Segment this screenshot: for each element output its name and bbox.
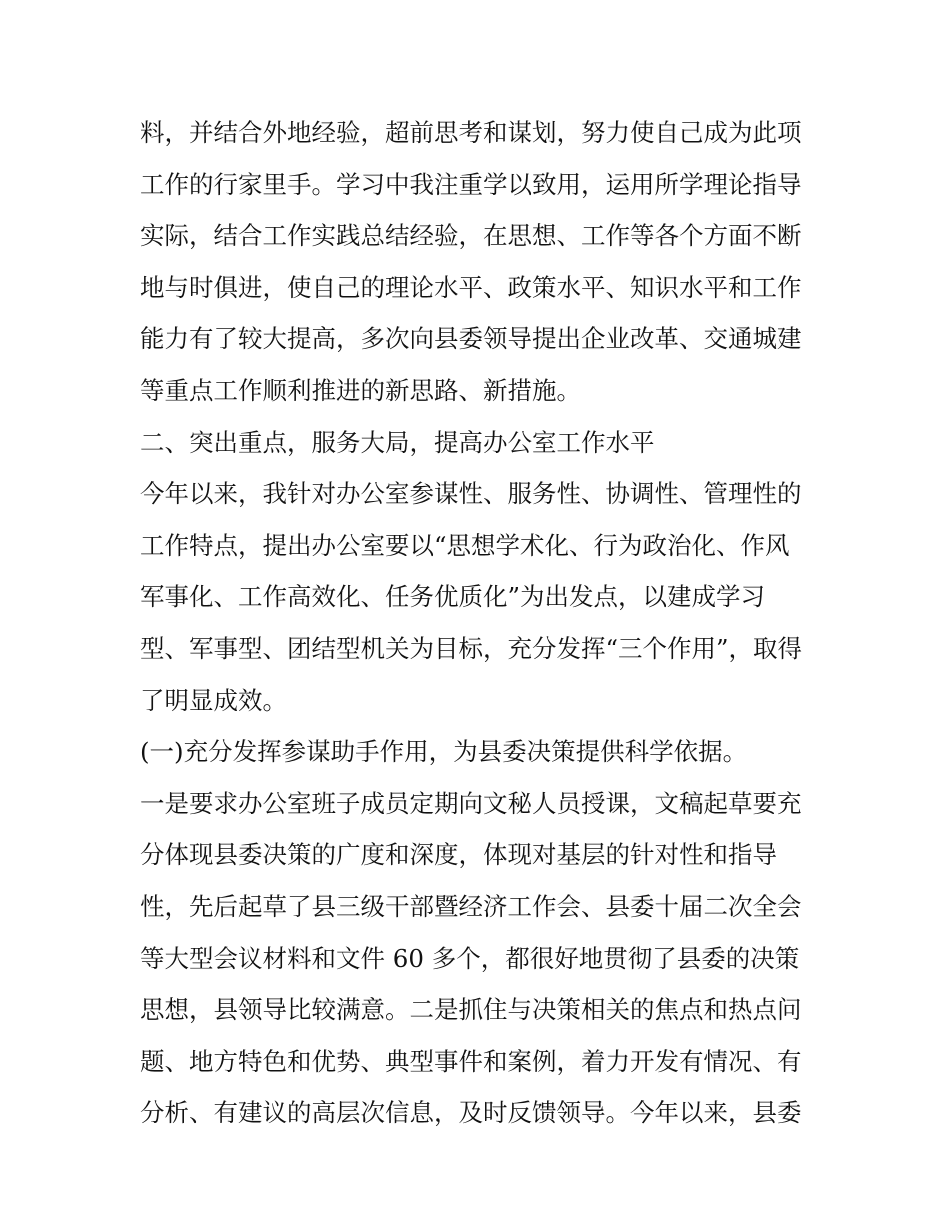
text-line: 能力有了较大提高，多次向县委领导提出企业改革、交通城建 [140,324,802,354]
body-text [140,107,820,1139]
text-line: 工作特点，提出办公室要以“思想学术化、行为政治化、作风 [140,530,790,560]
subsection-heading: (一)充分发挥参谋助手作用，为县委决策提供科学依据。 [140,737,748,767]
text-line: 一是要求办公室班子成员定期向文秘人员授课，文稿起草要充 [140,788,802,818]
text-line: 料，并结合外地经验，超前思考和谋划，努力使自己成为此项 [140,118,802,147]
text-line: 工作的行家里手。学习中我注重学以致用，运用所学理论指导 [140,169,802,199]
text-line: 型、军事型、团结型机关为目标，充分发挥“三个作用”，取得 [140,633,803,663]
text-line: 实际，结合工作实践总结经验，在思想、工作等各个方面不断 [140,221,802,251]
text-line: 军事化、工作高效化、任务优质化”为出发点，以建成学习 [140,582,766,612]
text-line: 题、地方特色和优势、典型事件和案例，着力开发有情况、有 [140,1046,802,1076]
section-heading: 二、突出重点，服务大局，提高办公室工作水平 [140,427,655,457]
text-line: 分析、有建议的高层次信息，及时反馈领导。今年以来，县委 [140,1098,802,1128]
text-line: 分体现县委决策的广度和深度，体现对基层的针对性和指导 [140,840,777,870]
text-line: 等大型会议材料和文件 60 多个，都很好地贯彻了县委的决策 [140,943,800,973]
text-line: 了明显成效。 [140,685,287,715]
text-line: 等重点工作顺利推进的新思路、新措施。 [140,375,581,405]
text-line: 今年以来，我针对办公室参谋性、服务性、协调性、管理性的 [140,479,802,509]
text-line: 性，先后起草了县三级干部暨经济工作会、县委十届二次全会 [140,891,802,921]
text-line: 思想，县领导比较满意。二是抓住与决策相关的焦点和热点问 [140,995,802,1025]
text-line: 地与时俱进，使自己的理论水平、政策水平、知识水平和工作 [140,272,802,302]
